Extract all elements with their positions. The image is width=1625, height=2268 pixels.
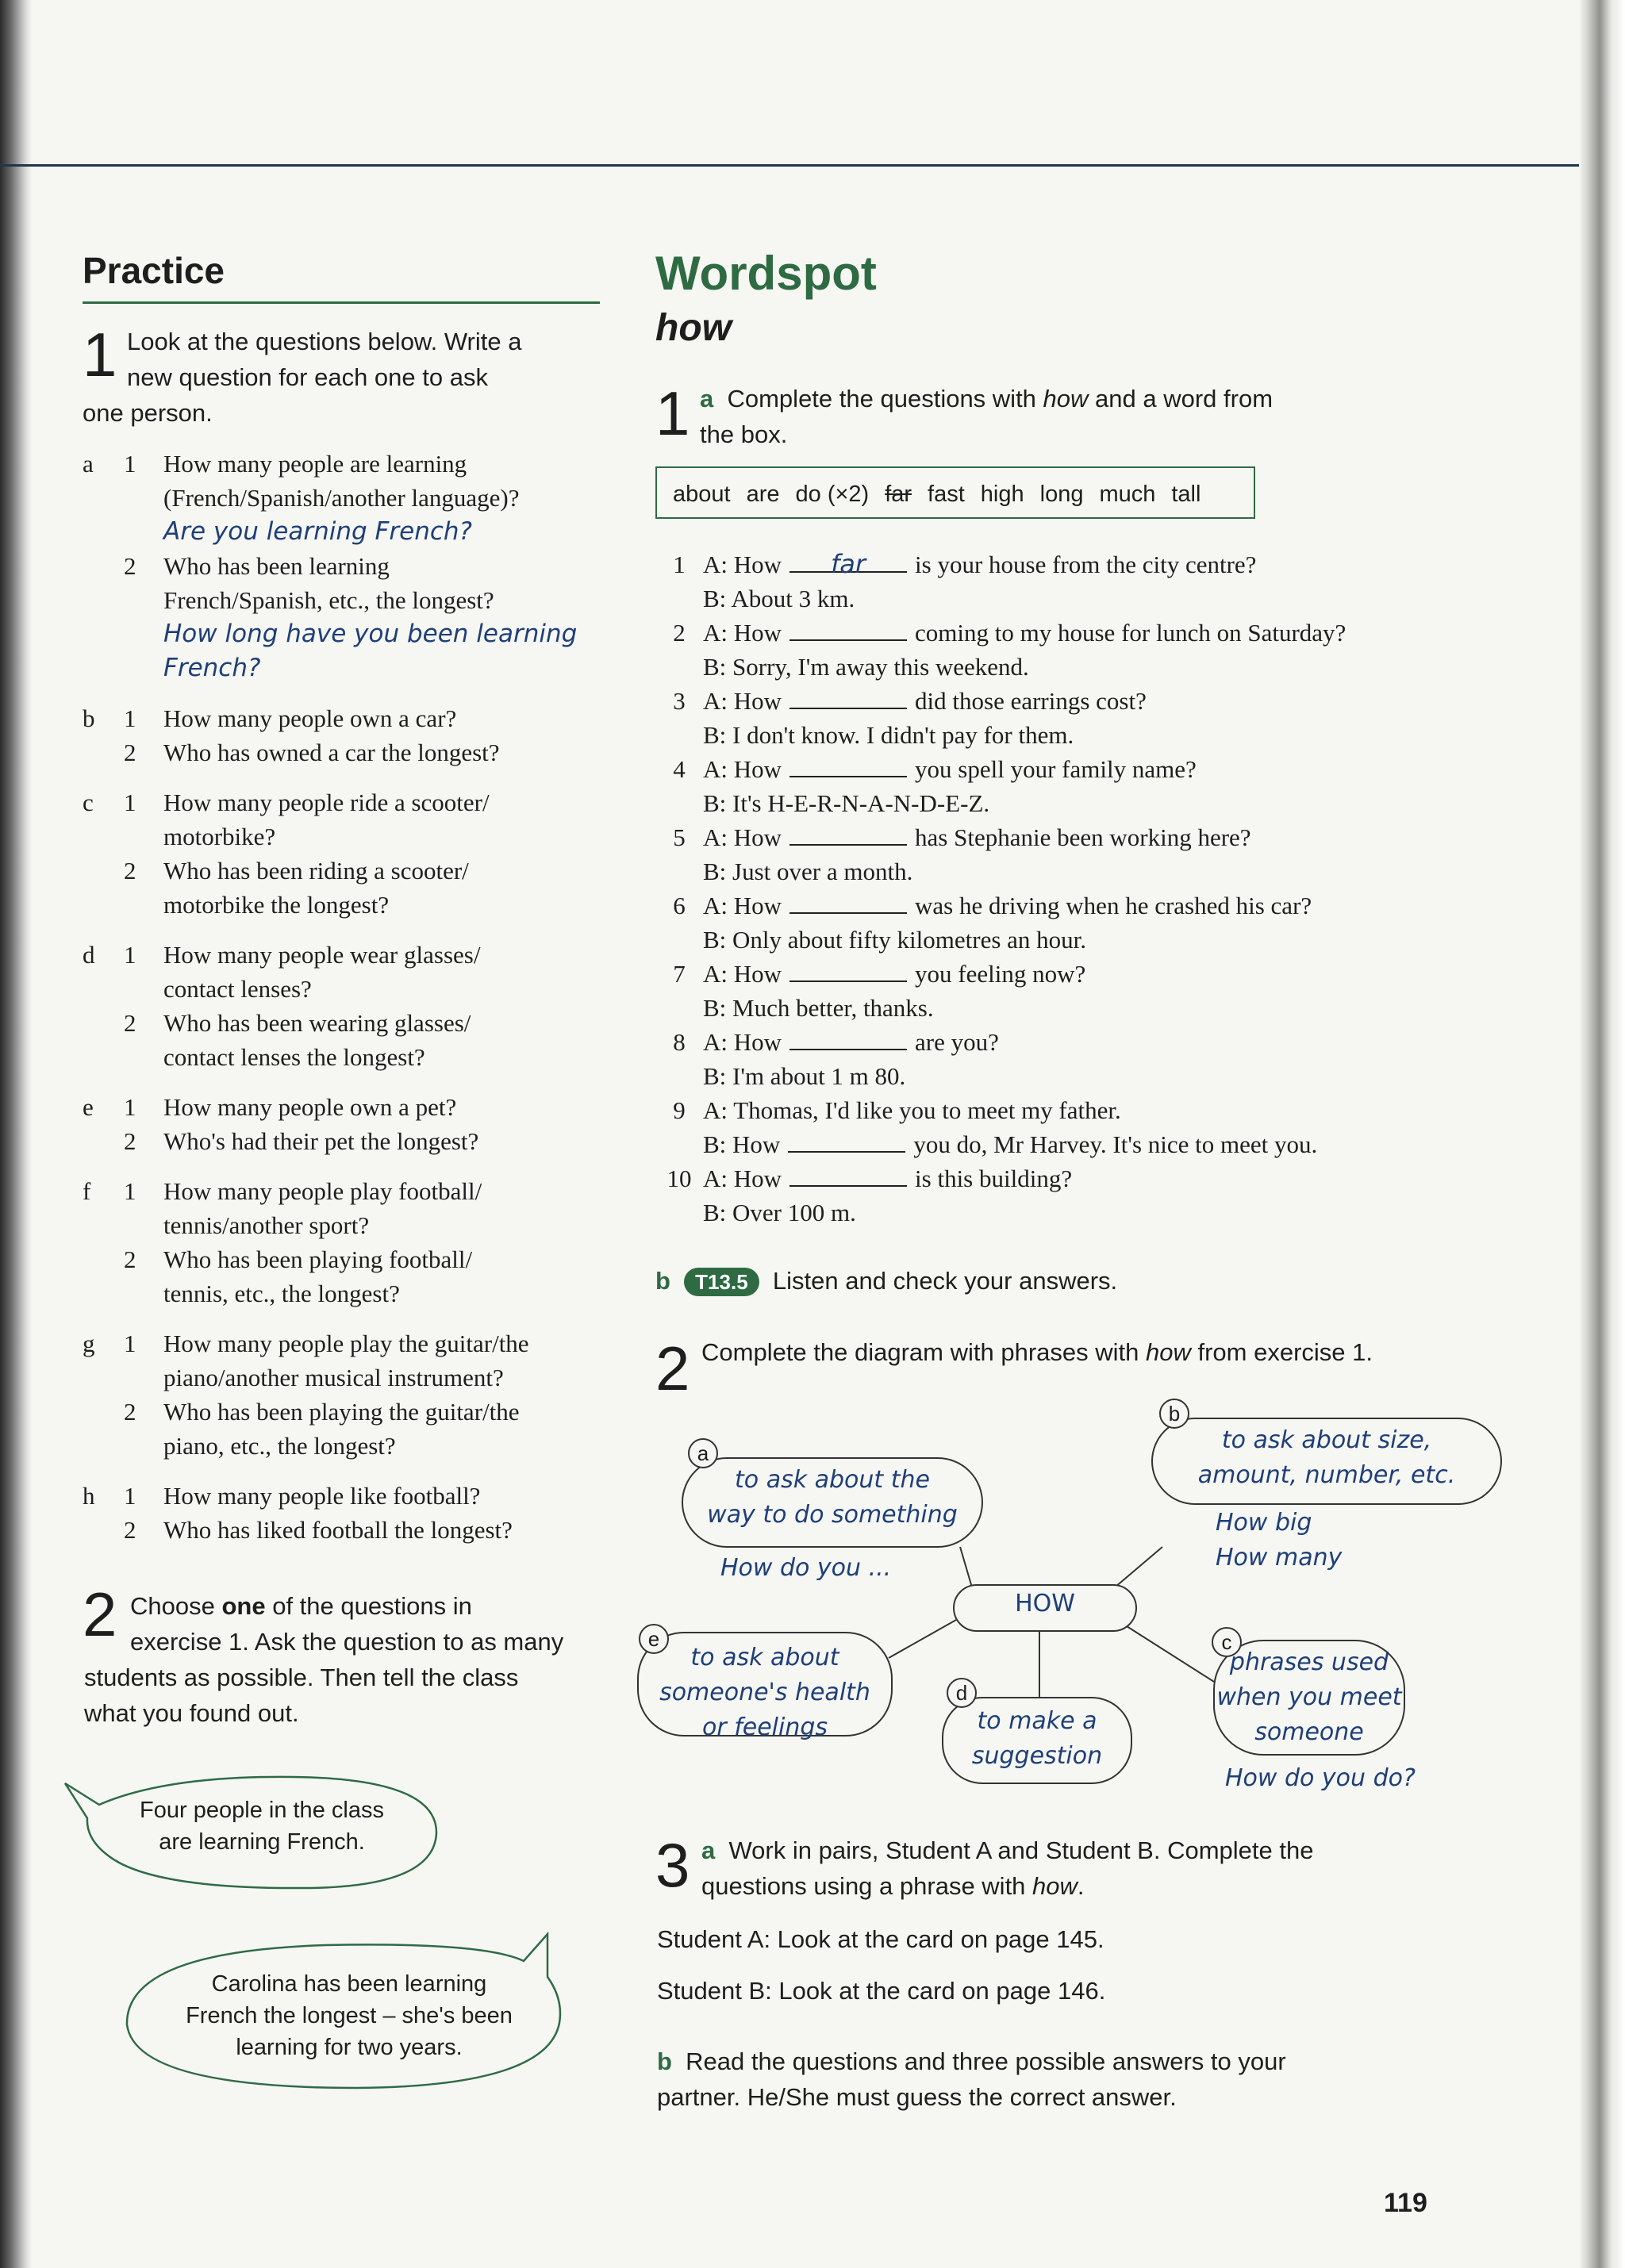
ws-ex3-part-b-line2: partner. He/She must guess the correct answer. — [657, 2083, 1177, 2111]
node-e-line: or feelings — [701, 1713, 828, 1741]
ws-ex3-part-b-line1: b Read the questions and three possible answers to your — [657, 2047, 1286, 2075]
item-letter: d — [83, 941, 95, 969]
item-number: 1 — [124, 450, 136, 478]
node-d-text — [943, 1704, 1131, 1774]
wordspot-title: Wordspot — [655, 247, 877, 300]
qa-prompt: A: How — [703, 755, 782, 783]
handwritten-answer: Are you learning French? — [163, 517, 472, 546]
node-a-line: to ask about the — [735, 1466, 930, 1494]
qa-item — [655, 1161, 1528, 1195]
qa-response: B: It's H-E-R-N-A-N-D-E-Z. — [703, 789, 990, 817]
qa-item — [655, 957, 1528, 991]
node-b-text — [1152, 1423, 1501, 1493]
question-text: How many people play football/ — [163, 1177, 482, 1205]
qa-number: 4 — [673, 755, 686, 783]
list-item — [83, 1124, 606, 1158]
item-letter: f — [83, 1177, 91, 1205]
ws-ex3-instruction-line1: a Work in pairs, Student A and Student B. Complete the — [701, 1836, 1314, 1864]
node-d-letter: d — [955, 1681, 968, 1705]
item-number: 2 — [124, 857, 136, 885]
answer-blank[interactable] — [788, 1127, 905, 1153]
qa-prompt-rest: did those earrings cost? — [915, 687, 1147, 715]
question-text: Who has been learning — [163, 552, 390, 580]
question-text: Who has liked football the longest? — [163, 1516, 513, 1544]
qa-number: 2 — [673, 619, 686, 647]
qa-response — [655, 1127, 1528, 1161]
qa-prompt: A: How — [703, 960, 782, 988]
question-text: How many people own a car? — [163, 704, 457, 732]
node-b-letter: b — [1168, 1402, 1181, 1426]
qa-item — [655, 547, 1528, 581]
answer-blank[interactable] — [789, 684, 907, 709]
ex2-instruction-line4: what you found out. — [84, 1699, 299, 1727]
connector-line — [1127, 1626, 1214, 1682]
page-number: 119 — [1384, 2188, 1427, 2218]
qa-item — [655, 820, 1528, 854]
question-text: How many people own a pet? — [163, 1093, 457, 1121]
qa-number: 5 — [673, 823, 686, 851]
item-number: 2 — [124, 1127, 136, 1155]
item-letter: e — [83, 1093, 94, 1121]
qa-prompt-rest: was he driving when he crashed his car? — [915, 892, 1312, 919]
ws-ex2-number: 2 — [655, 1334, 690, 1403]
word-box — [655, 466, 1255, 519]
student-b-instruction: Student B: Look at the card on page 146. — [657, 1977, 1106, 2005]
qa-prompt-rest: are you? — [915, 1028, 999, 1056]
word-box-item: fast — [928, 482, 965, 507]
qa-prompt: A: Thomas, I'd like you to meet my father. — [703, 1096, 1121, 1124]
question-text: tennis, etc., the longest? — [163, 1280, 400, 1307]
answer-blank[interactable] — [789, 820, 907, 846]
ws-ex1-instruction-line1: a Complete the questions with how and a word from — [700, 385, 1273, 413]
question-text: How many people are learning — [163, 450, 467, 478]
list-item — [83, 447, 606, 481]
item-number: 2 — [124, 1009, 136, 1037]
question-text: How many people ride a scooter/ — [163, 789, 490, 816]
ws-ex1-number: 1 — [655, 378, 690, 448]
qa-prompt-rest: you do, Mr Harvey. It's nice to meet you. — [913, 1130, 1318, 1158]
handwritten-answer: French? — [163, 654, 261, 682]
question-text: tennis/another sport? — [163, 1211, 370, 1239]
word-box-item: long — [1039, 482, 1084, 507]
answer-blank[interactable] — [789, 957, 907, 982]
practice-rule — [83, 301, 600, 304]
item-number: 1 — [124, 1482, 136, 1510]
bubble-2-line: Carolina has been learning — [211, 1971, 487, 1997]
node-e-line: someone's health — [659, 1679, 870, 1706]
list-item — [83, 1174, 606, 1208]
qa-prompt-rest: is this building? — [915, 1165, 1073, 1192]
qa-item — [655, 616, 1528, 650]
question-text: Who has owned a car the longest? — [163, 739, 500, 766]
ex1-instruction-line3: one person. — [83, 399, 213, 427]
node-c-line: someone — [1254, 1718, 1364, 1746]
node-b-line: to ask about size, — [1221, 1426, 1432, 1454]
handwritten-answer: How long have you been learning — [163, 620, 578, 648]
node-a-example: How do you ... — [720, 1554, 892, 1582]
node-a-line: way to do something — [707, 1501, 958, 1529]
item-number: 1 — [124, 1330, 136, 1357]
node-c-example: How do you do? — [1225, 1764, 1416, 1792]
qa-prompt: A: How — [703, 551, 782, 578]
question-text: How many people play the guitar/the — [163, 1330, 529, 1357]
item-number: 1 — [124, 704, 136, 732]
node-d-line: suggestion — [971, 1742, 1103, 1770]
ws-ex3-number: 3 — [655, 1830, 690, 1900]
node-e-text — [638, 1641, 892, 1745]
question-text: piano/another musical instrument? — [163, 1364, 504, 1391]
qa-response: B: Sorry, I'm away this weekend. — [703, 653, 1029, 681]
ex1-number: 1 — [83, 320, 117, 390]
bubble-2-text — [151, 1968, 547, 2063]
item-number: 1 — [124, 1093, 136, 1121]
node-c-line: when you meet — [1216, 1683, 1402, 1711]
node-d-line: to make a — [977, 1707, 1097, 1735]
ws-ex1-part-b: b T13.5 Listen and check your answers. — [655, 1267, 1118, 1295]
question-text: Who has been riding a scooter/ — [163, 857, 469, 885]
item-number: 1 — [124, 1177, 136, 1205]
list-item — [83, 1479, 606, 1513]
qa-prompt: A: How — [703, 1165, 782, 1192]
word-box-item-crossed: far — [885, 482, 912, 507]
question-text: motorbike the longest? — [163, 891, 390, 919]
node-b-examples — [1216, 1506, 1342, 1575]
list-item — [83, 1326, 606, 1360]
center-node-label: HOW — [1015, 1590, 1075, 1618]
ws-ex1-instruction-line2: the box. — [700, 420, 788, 448]
qa-item — [655, 752, 1528, 786]
question-text: piano, etc., the longest? — [163, 1432, 396, 1460]
bubble-2-line: learning for two years. — [236, 2035, 463, 2060]
ex1-instruction-line2: new question for each one to ask — [127, 363, 488, 391]
bubble-1-line: Four people in the class — [140, 1798, 384, 1823]
ex2-number: 2 — [83, 1579, 117, 1649]
question-text: motorbike? — [163, 823, 276, 850]
qa-response: B: I don't know. I didn't pay for them. — [703, 721, 1074, 749]
question-text: Who has been playing football/ — [163, 1245, 473, 1273]
question-text: How many people wear glasses/ — [163, 941, 481, 969]
qa-item — [655, 888, 1528, 923]
qa-response: B: I'm about 1 m 80. — [703, 1062, 906, 1090]
item-number: 2 — [124, 1516, 136, 1544]
practice-title: Practice — [83, 250, 225, 291]
qa-prompt-rest: coming to my house for lunch on Saturday? — [915, 619, 1346, 647]
node-b-line: amount, number, etc. — [1197, 1461, 1456, 1489]
list-item — [83, 1242, 606, 1276]
wordspot-subtitle: how — [655, 307, 732, 349]
list-item — [83, 854, 606, 888]
answer-blank[interactable] — [789, 1025, 907, 1050]
qa-prompt: B: How — [703, 1130, 781, 1158]
item-number: 2 — [124, 552, 136, 580]
list-item — [83, 549, 606, 583]
ws-ex3-instruction-line2: questions using a phrase with how. — [701, 1872, 1085, 1900]
qa-prompt-rest: you spell your family name? — [915, 755, 1197, 783]
word-box-item: much — [1099, 482, 1156, 507]
word-box-item: high — [980, 482, 1024, 507]
qa-prompt-rest: has Stephanie been working here? — [915, 823, 1251, 851]
item-letter: h — [83, 1482, 95, 1510]
wordspot-question-list — [655, 547, 1528, 1230]
qa-item — [655, 1025, 1528, 1059]
item-number: 1 — [124, 941, 136, 969]
question-text: Who's had their pet the longest? — [163, 1127, 479, 1155]
page-binding-shadow — [0, 0, 32, 2268]
qa-response: B: Only about fifty kilometres an hour. — [703, 926, 1087, 954]
ws-ex2-instruction: Complete the diagram with phrases with how from exercise 1. — [701, 1338, 1373, 1366]
item-letter: b — [83, 704, 95, 732]
word-box-item: about — [673, 482, 731, 507]
practice-question-list — [83, 447, 606, 1547]
question-text: contact lenses? — [163, 975, 312, 1003]
ex2-instruction-line3: students as possible. Then tell the class — [84, 1664, 519, 1691]
qa-number: 9 — [673, 1096, 686, 1124]
bubble-2-line: French the longest – she's been — [186, 2003, 513, 2028]
item-number: 2 — [124, 1398, 136, 1426]
list-item — [83, 1395, 606, 1429]
qa-prompt: A: How — [703, 619, 782, 647]
bubble-1-line: are learning French. — [159, 1829, 365, 1855]
list-item — [83, 735, 606, 769]
node-b-example: How many — [1216, 1544, 1343, 1571]
answer-blank[interactable]: far — [789, 547, 907, 573]
qa-prompt: A: How — [703, 892, 782, 919]
answer-blank[interactable] — [789, 752, 907, 777]
qa-number: 3 — [673, 687, 686, 715]
node-c-letter: c — [1221, 1630, 1232, 1654]
qa-number: 8 — [673, 1028, 686, 1056]
question-text: (French/Spanish/another language)? — [163, 484, 520, 512]
list-item — [83, 701, 606, 735]
node-a-letter: a — [697, 1441, 709, 1465]
qa-response: B: Over 100 m. — [703, 1199, 856, 1226]
node-c-text — [1214, 1645, 1404, 1750]
qa-response: B: Just over a month. — [703, 858, 913, 885]
qa-number: 7 — [673, 960, 686, 988]
student-a-instruction: Student A: Look at the card on page 145. — [657, 1925, 1104, 1953]
qa-prompt-rest: you feeling now? — [915, 960, 1086, 988]
list-item — [83, 1090, 606, 1124]
item-number: 2 — [124, 1245, 136, 1273]
qa-prompt: A: How — [703, 823, 782, 851]
node-e-line: to ask about — [690, 1644, 839, 1671]
audio-track-badge[interactable]: T13.5 — [684, 1268, 759, 1296]
word-box-item: are — [746, 482, 780, 507]
top-rule — [0, 164, 1579, 167]
bubble-1-text — [103, 1794, 421, 1858]
node-e-letter: e — [647, 1627, 660, 1651]
question-text: Who has been playing the guitar/the — [163, 1398, 520, 1426]
item-letter: a — [83, 450, 94, 478]
node-a-text — [682, 1463, 982, 1533]
question-text: Who has been wearing glasses/ — [163, 1009, 471, 1037]
list-item — [83, 1006, 606, 1040]
connector-line — [889, 1620, 956, 1658]
qa-number: 6 — [673, 892, 686, 919]
answer-blank[interactable] — [789, 888, 907, 914]
qa-prompt-rest: is your house from the city centre? — [915, 551, 1257, 578]
node-b-example: How big — [1216, 1509, 1312, 1537]
node-c-line: phrases used — [1229, 1648, 1389, 1676]
item-letter: c — [83, 789, 94, 816]
qa-item — [655, 684, 1528, 718]
qa-number: 1 — [673, 551, 686, 578]
word-box-item: tall — [1171, 482, 1201, 507]
list-item — [83, 938, 606, 972]
question-text: How many people like football? — [163, 1482, 481, 1510]
answer-blank[interactable] — [789, 1161, 907, 1187]
qa-item — [655, 1093, 1528, 1127]
qa-response: B: Much better, thanks. — [703, 994, 934, 1022]
ex1-instruction-line1: Look at the questions below. Write a — [127, 328, 522, 355]
page-right-edge — [1579, 0, 1625, 2268]
qa-number: 10 — [667, 1165, 692, 1192]
item-letter: g — [83, 1330, 95, 1357]
question-text: French/Spanish, etc., the longest? — [163, 586, 494, 614]
item-number: 1 — [124, 789, 136, 816]
item-number: 2 — [124, 739, 136, 766]
list-item — [83, 1513, 606, 1547]
word-box-item: do (×2) — [795, 482, 870, 507]
list-item — [83, 785, 606, 819]
qa-response: B: About 3 km. — [703, 585, 855, 612]
qa-prompt: A: How — [703, 1028, 782, 1056]
question-text: contact lenses the longest? — [163, 1043, 425, 1071]
answer-blank[interactable] — [789, 616, 907, 641]
ex2-instruction-line2: exercise 1. Ask the question to as many — [130, 1628, 564, 1656]
ex2-instruction-line1: Choose one of the questions in — [130, 1592, 472, 1620]
qa-prompt: A: How — [703, 687, 782, 715]
